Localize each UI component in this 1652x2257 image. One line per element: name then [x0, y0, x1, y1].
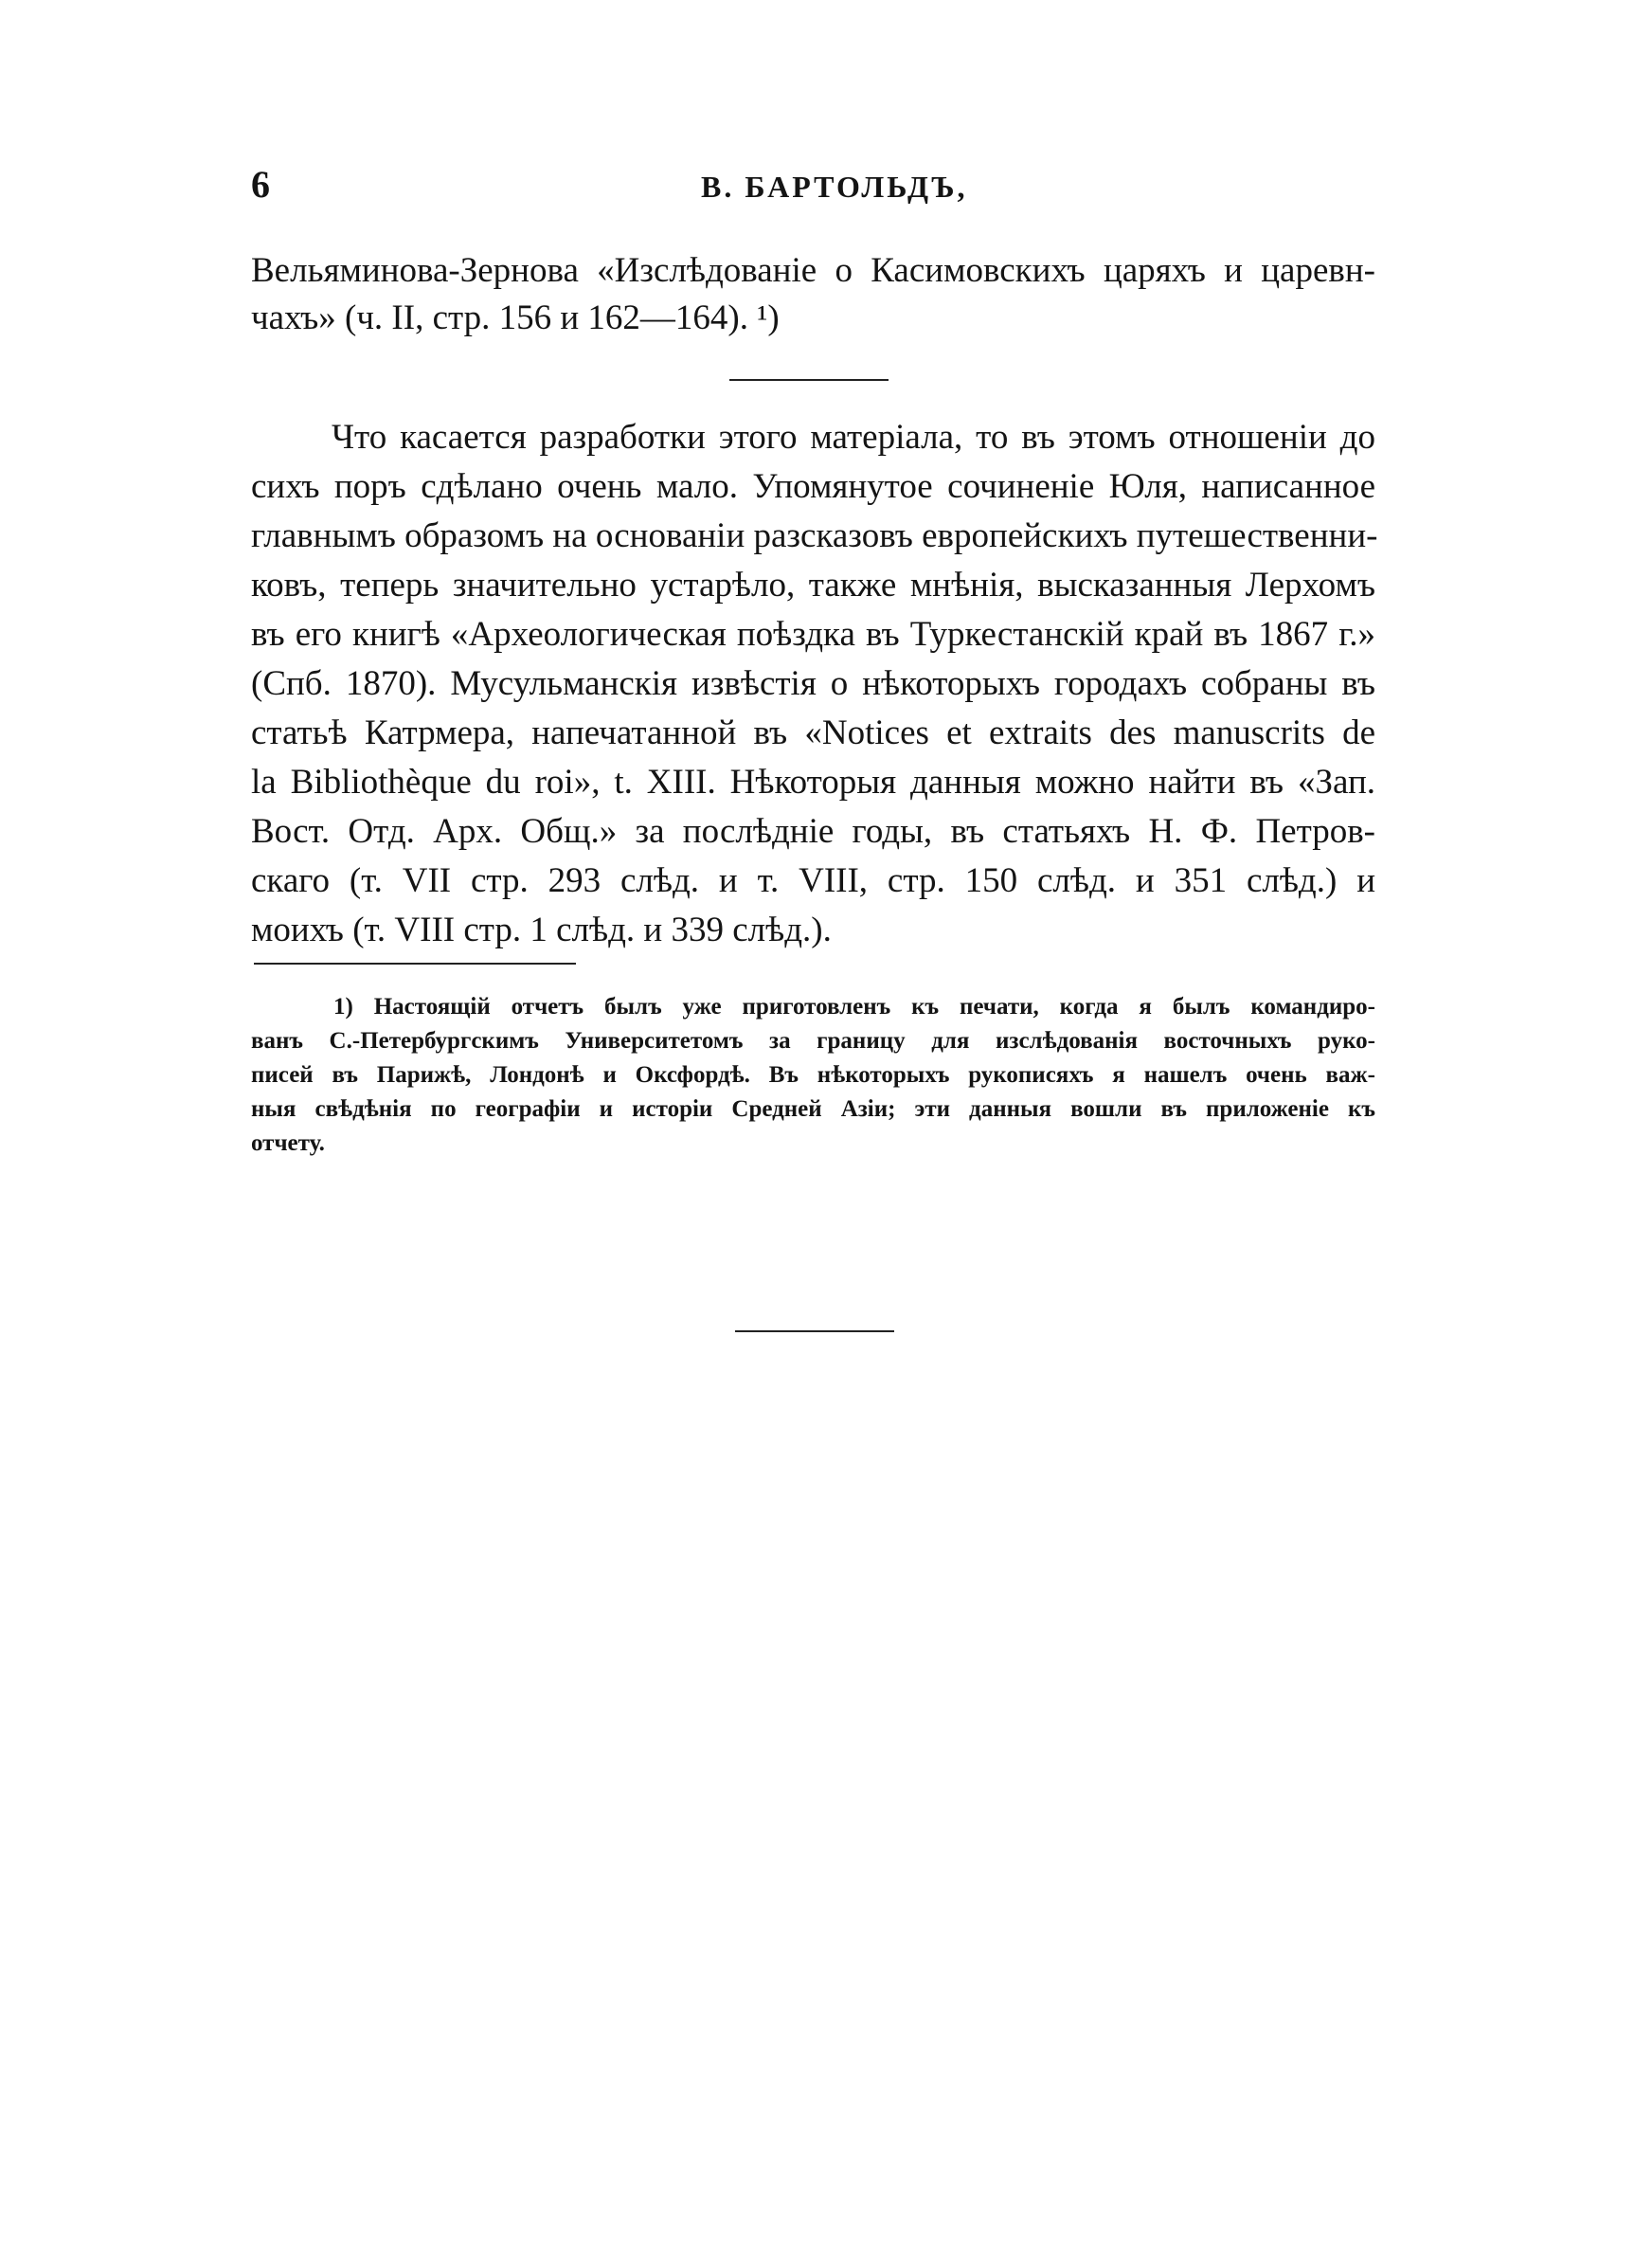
- paragraph-line: статьѣ Катрмера, напечатанной въ «Notices et extraits des manuscrits de: [251, 713, 1375, 752]
- running-head: В. БАРТОЛЬДЪ,: [701, 170, 968, 204]
- paragraph-line: моихъ (т. VIII стр. 1 слѣд. и 339 слѣд.).: [251, 911, 832, 949]
- paragraph-line: la Bibliothèque du roi», t. XIII. Нѣкоторыя данныя можно найти въ «Зап.: [251, 763, 1375, 802]
- paragraph-line: ковъ, теперь значительно устарѣло, также мнѣнія, высказанныя Лерхомъ: [251, 566, 1375, 605]
- footnote-line: писей въ Парижѣ, Лондонѣ и Оксфордѣ. Въ нѣкоторыхъ рукописяхъ я нашелъ очень важ-: [251, 1062, 1375, 1088]
- footnote-line: 1) Настоящій отчетъ былъ уже приготовленъ къ печати, когда я былъ командиро-: [333, 994, 1375, 1020]
- end-of-section-rule: [735, 1330, 894, 1332]
- footnote-line: отчету.: [251, 1130, 325, 1156]
- footnote-separator-rule: [254, 963, 576, 965]
- paragraph-line: скаго (т. VII стр. 293 слѣд. и т. VIII, стр. 150 слѣд. и 351 слѣд.) и: [251, 861, 1375, 900]
- paragraph-line: сихъ поръ сдѣлано очень мало. Упомянутое сочиненіе Юля, написанное: [251, 467, 1375, 506]
- opening-line-1: Вельяминова-Зернова «Изслѣдованіе о Касимовскихъ царяхъ и царевн-: [251, 251, 1375, 290]
- paragraph-line: Вост. Отд. Арх. Общ.» за послѣдніе годы, въ статьяхъ Н. Ф. Петров-: [251, 812, 1375, 851]
- paragraph-line: главнымъ образомъ на основаніи разсказовъ европейскихъ путешественни-: [251, 516, 1378, 555]
- paragraph-line: (Спб. 1870). Мусульманскія извѣстія о нѣкоторыхъ городахъ собраны въ: [251, 664, 1375, 703]
- paragraph-line: Что касается разработки этого матеріала, то въ этомъ отношеніи до: [332, 418, 1375, 457]
- page-number: 6: [251, 163, 270, 206]
- section-divider-rule: [729, 379, 889, 381]
- opening-line-2: чахъ» (ч. II, стр. 156 и 162—164). ¹): [251, 298, 780, 337]
- paragraph-line: въ его книгѣ «Археологическая поѣздка въ Туркестанскій край въ 1867 г.»: [251, 615, 1375, 654]
- footnote-line: ванъ С.-Петербургскимъ Университетомъ за границу для изслѣдованія восточныхъ руко-: [251, 1028, 1375, 1054]
- footnote-line: ныя свѣдѣнія по географіи и исторіи Средней Азіи; эти данныя вошли въ приложеніе къ: [251, 1096, 1375, 1122]
